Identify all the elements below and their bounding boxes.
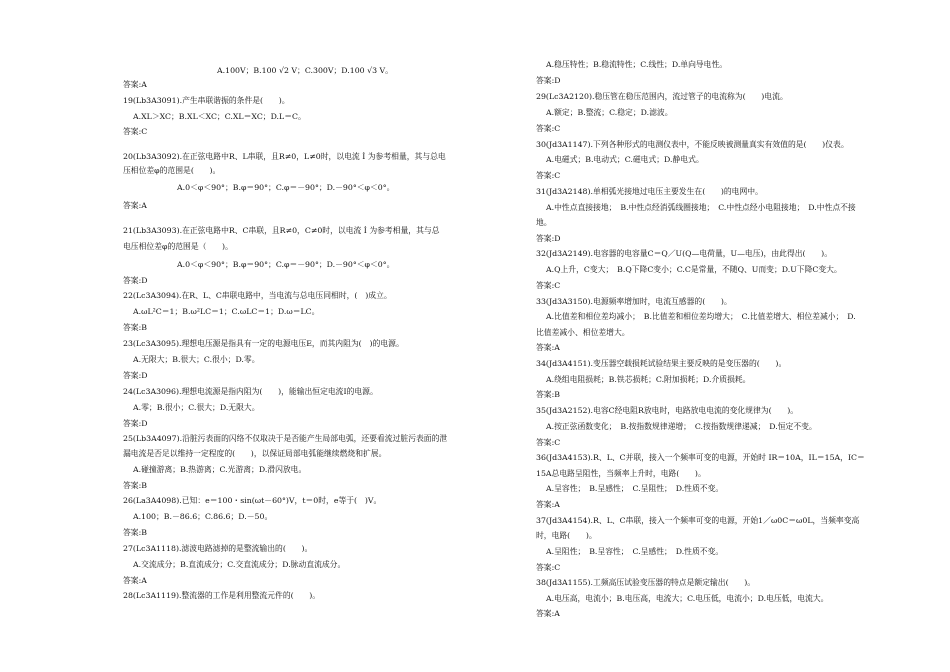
text-line: A.交流成分；B.直流成分；C.交直流成分；D.脉动直流成分。 (133, 560, 346, 569)
answer-line: 答案:B (536, 390, 560, 399)
text-line: 28(Lc3A1119).整流器的工作是利用整流元件的( )。 (123, 591, 321, 600)
answer-line: 答案:D (123, 419, 148, 428)
text-line: A.零；B.很小；C.很大；D.无限大。 (133, 403, 260, 412)
text-line: A.0＜φ＜90°；B.φ＝90°；C.φ＝－90°；D.－90°＜φ＜0°。 (177, 260, 395, 269)
text-line: 23(Lc3A3095).理想电压源是指具有一定的电源电压E，而其内阻为( )的电源。 (123, 339, 404, 348)
text-line: A.0＜φ＜90°；B.φ＝90°；C.φ＝－90°；D.－90°＜φ＜0°。 (177, 183, 395, 192)
text-line: A.100；B.－86.6；C.86.6；D.－50。 (133, 512, 273, 521)
text-line: A.Q上升，C变大； B.Q下降C变小；C.C是常量，不随Q、U而变；D.U下降C变大。 (546, 265, 842, 274)
text-line: 压相位差φ的范围是( )。 (123, 166, 221, 175)
answer-line: 答案:B (123, 323, 147, 332)
text-line: A.额定；B.整流；C.稳定；D.滤波。 (546, 108, 673, 117)
text-line: A.ωL²C＝1；B.ω²LC＝1；C.ωLC＝1；D.ω＝LC。 (133, 307, 320, 316)
answer-line: 答案:A (123, 201, 147, 210)
text-line: 漏电流是否足以维持一定程度的( )，以保证局部电弧能继续燃烧和扩展。 (123, 449, 387, 458)
text-line: 34(Jd3A4151).变压器空载损耗试验结果主要反映的是变压器的( )。 (536, 359, 787, 368)
text-line: 22(Lc3A3094).在R、L、C串联电路中，当电流与总电压同相时，( )成立。 (123, 291, 392, 300)
text-line: A.呈容性； B.呈感性； C.呈阻性； D.性质不变。 (546, 484, 724, 493)
text-line: 地。 (536, 218, 552, 227)
text-line: A.电磁式；B.电动式；C.磁电式；D.静电式。 (546, 155, 704, 164)
answer-line: 答案:A (123, 80, 147, 89)
text-line: 31(Jd3A2148).单相弧光接地过电压主要发生在( )的电网中。 (536, 187, 763, 196)
text-line: 比值差减小、相位差增大。 (536, 328, 630, 337)
text-line: A.中性点直接接地； B.中性点经消弧线圈接地； C.中性点经小电阻接地； D.中性点不接 (546, 203, 856, 212)
answer-line: 答案:A (123, 576, 147, 585)
text-line: 20(Lb3A3092).在正弦电路中R、L串联，且R≠0，L≠0时，以电流 İ 为参考相量，其与总电 (123, 152, 446, 161)
text-line: A.稳压特性；B.稳流特性；C.线性；D.单向导电性。 (546, 60, 728, 69)
answer-line: 答案:A (536, 609, 560, 618)
text-line: A.比值差和相位差均减小； B.比值差和相位差均增大； C.比值差增大、相位差减小； D. (546, 312, 856, 321)
answer-line: 答案:A (536, 500, 560, 509)
answer-line: 答案:A (536, 343, 560, 352)
text-line: 15A总电路呈阻性，当频率上升时，电路( )。 (536, 469, 706, 478)
text-line: 38(Jd3A1155).工频高压试验变压器的特点是额定输出( )。 (536, 578, 756, 587)
text-line: A.无限大；B.很大；C.很小；D.零。 (133, 355, 260, 364)
text-line: 27(Lc3A1118).滤波电路滤掉的是整流输出的( )。 (123, 544, 313, 553)
text-line: 21(Lb3A3093).在正弦电路中R、C串联，且R≠0，C≠0时，以电流 İ 为参考相量，其与总 (123, 226, 440, 235)
text-line: A.XL＞XC；B.XL＜XC；C.XL＝XC；D.L＝C。 (133, 112, 306, 121)
text-line: A.碰撞游离；B.热游离；C.光游离；D.滑闪放电。 (133, 465, 307, 474)
answer-line: 答案:C (536, 171, 561, 180)
answer-line: 答案:D (536, 76, 561, 85)
text-line: 29(Lc3A2120).稳压管在稳压范围内，流过管子的电流称为( )电流。 (536, 92, 788, 101)
answer-line: 答案:D (536, 234, 561, 243)
text-line: 37(Jd3A4154).R、L、C串联，接入一个频率可变的电源，开始1／ω0C＝ω0L，当频率变高 (536, 516, 860, 525)
answer-line: 答案:D (123, 276, 148, 285)
text-line: A.按正弦函数变化； B.按指数规律递增； C.按指数规律递减； D.恒定不变。 (546, 422, 817, 431)
answer-line: 答案:C (536, 124, 561, 133)
answer-line: 答案:C (536, 281, 561, 290)
text-line: 26(La3A4098).已知：e＝100・sin(ωt－60°)V，t＝0时，e等于( )V。 (123, 496, 382, 505)
text-line: 36(Jd3A4153).R、L、C并联，接入一个频率可变的电源，开始时 IR＝10A，IL＝15A，IC＝ (536, 453, 865, 462)
text-line: 33(Jd3A3150).电源频率增加时，电流互感器的( )。 (536, 297, 732, 306)
text-line: 24(Lc3A3096).理想电流源是指内阻为( )，能输出恒定电流I的电源。 (123, 387, 378, 396)
text-line: 35(Jd3A2152).电容C经电阻R放电时，电路放电电流的变化规律为( )。 (536, 406, 799, 415)
text-line: 时，电路( )。 (536, 531, 597, 540)
answer-line: 答案:B (123, 481, 147, 490)
text-line: 32(Jd3A2149).电容器的电容量C＝Q／U(Q—电荷量，U—电压)，由此得出( )。 (536, 249, 833, 258)
answer-line: 答案:C (536, 563, 561, 572)
text-line: 30(Jd3A1147).下列各种形式的电测仪表中，不能反映被测量真实有效值的是( )仪表。 (536, 140, 849, 149)
answer-line: 答案:C (536, 438, 561, 447)
answer-line: 答案:D (123, 371, 148, 380)
text-line: A.呈阻性； B.呈容性； C.呈感性； D.性质不变。 (546, 547, 724, 556)
text-line: A.电压高，电流小；B.电压高，电流大；C.电压低，电流小；D.电压低，电流大。 (546, 594, 829, 603)
text-line: 25(Lb3A4097).沿脏污表面的闪络不仅取决于是否能产生局部电弧，还要看流过脏污表面的泄 (123, 434, 448, 443)
answer-line: 答案:B (123, 528, 147, 537)
text-line: 19(Lb3A3091).产生串联谐振的条件是( )。 (123, 96, 290, 105)
text-line: 电压相位差φ的范围是（ )。 (123, 242, 233, 251)
answer-line: 答案:C (123, 127, 148, 136)
text-line: A.绕组电阻损耗；B.铁芯损耗；C.附加损耗；D.介质损耗。 (546, 375, 751, 384)
text-line: A.100V；B.100 √2 V；C.300V；D.100 √3 V。 (217, 66, 393, 75)
